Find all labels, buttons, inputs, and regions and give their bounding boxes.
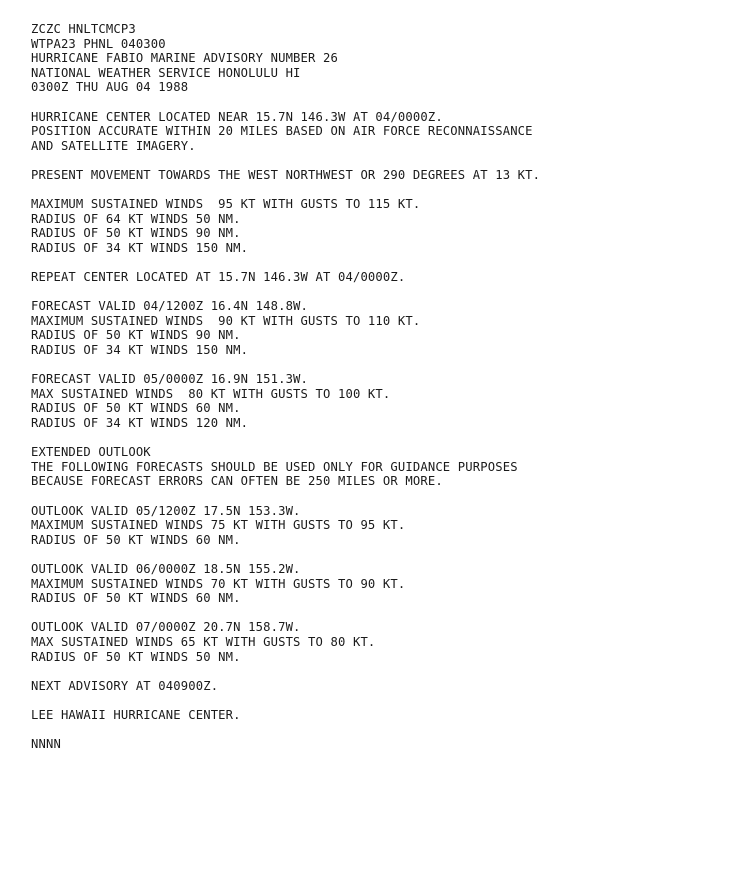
extended-line: BECAUSE FORECAST ERRORS CAN OFTEN BE 250 MILES OR MORE. [31,474,443,489]
forecast-line: RADIUS OF 50 KT WINDS 60 NM. [31,401,241,416]
outlook-line: MAXIMUM SUSTAINED WINDS 70 KT WITH GUSTS TO 90 KT. [31,576,406,591]
outlook-block-3 [31,620,741,664]
forecast-line: FORECAST VALID 05/0000Z 16.9N 151.3W. [31,372,309,387]
winds-line: RADIUS OF 64 KT WINDS 50 NM. [31,211,241,226]
outlook-line: MAX SUSTAINED WINDS 65 KT WITH GUSTS TO 80 KT. [31,634,376,649]
winds-line: MAXIMUM SUSTAINED WINDS 95 KT WITH GUSTS TO 115 KT. [31,197,421,212]
extended-line: EXTENDED OUTLOOK [31,445,151,460]
issue-time: 0300Z THU AUG 04 1988 [31,80,189,95]
center-block [31,110,741,154]
header-block [31,22,741,95]
header-line: WTPA23 PHNL 040300 [31,36,166,51]
forecast-line: FORECAST VALID 04/1200Z 16.4N 148.8W. [31,299,309,314]
forecast-line: RADIUS OF 34 KT WINDS 150 NM. [31,343,249,358]
winds-line: RADIUS OF 50 KT WINDS 90 NM. [31,226,241,241]
extended-line: THE FOLLOWING FORECASTS SHOULD BE USED ONLY FOR GUIDANCE PURPOSES [31,459,518,474]
outlook-line: RADIUS OF 50 KT WINDS 50 NM. [31,649,241,664]
outlook-line: RADIUS OF 50 KT WINDS 60 NM. [31,532,241,547]
next-advisory-line: NEXT ADVISORY AT 040900Z. [31,678,219,693]
forecast-line: RADIUS OF 50 KT WINDS 90 NM. [31,328,241,343]
repeat-line: REPEAT CENTER LOCATED AT 15.7N 146.3W AT 04/0000Z. [31,270,406,285]
extended-outlook-block [31,445,741,489]
center-line: POSITION ACCURATE WITHIN 20 MILES BASED ON AIR FORCE RECONNAISSANCE [31,124,533,139]
outlook-block-1 [31,504,741,548]
outlook-block-2 [31,562,741,606]
signature-block [31,708,741,723]
scan-artifact [30,0,64,4]
forecast-line: MAXIMUM SUSTAINED WINDS 90 KT WITH GUSTS TO 110 KT. [31,313,421,328]
center-line: AND SATELLITE IMAGERY. [31,138,196,153]
movement-line: PRESENT MOVEMENT TOWARDS THE WEST NORTHWEST OR 290 DEGREES AT 13 KT. [31,167,541,182]
forecast-block-2 [31,372,741,430]
movement-block [31,168,741,183]
marine-advisory-text [31,22,741,766]
signature-line: LEE HAWAII HURRICANE CENTER. [31,707,241,722]
end-marker: NNNN [31,737,61,752]
next-advisory-block [31,679,741,694]
winds-line: RADIUS OF 34 KT WINDS 150 NM. [31,240,249,255]
advisory-title: HURRICANE FABIO MARINE ADVISORY NUMBER 26 [31,51,338,66]
end-block [31,737,741,752]
outlook-line: OUTLOOK VALID 06/0000Z 18.5N 155.2W. [31,561,301,576]
outlook-line: OUTLOOK VALID 07/0000Z 20.7N 158.7W. [31,620,301,635]
forecast-block-1 [31,299,741,357]
repeat-block [31,270,741,285]
forecast-line: MAX SUSTAINED WINDS 80 KT WITH GUSTS TO 100 KT. [31,386,391,401]
outlook-line: RADIUS OF 50 KT WINDS 60 NM. [31,591,241,606]
issuing-office: NATIONAL WEATHER SERVICE HONOLULU HI [31,65,301,80]
forecast-line: RADIUS OF 34 KT WINDS 120 NM. [31,416,249,431]
header-line: ZCZC HNLTCMCP3 [31,22,136,36]
winds-block [31,197,741,255]
outlook-line: OUTLOOK VALID 05/1200Z 17.5N 153.3W. [31,503,301,518]
outlook-line: MAXIMUM SUSTAINED WINDS 75 KT WITH GUSTS TO 95 KT. [31,518,406,533]
center-line: HURRICANE CENTER LOCATED NEAR 15.7N 146.3W AT 04/0000Z. [31,109,443,124]
